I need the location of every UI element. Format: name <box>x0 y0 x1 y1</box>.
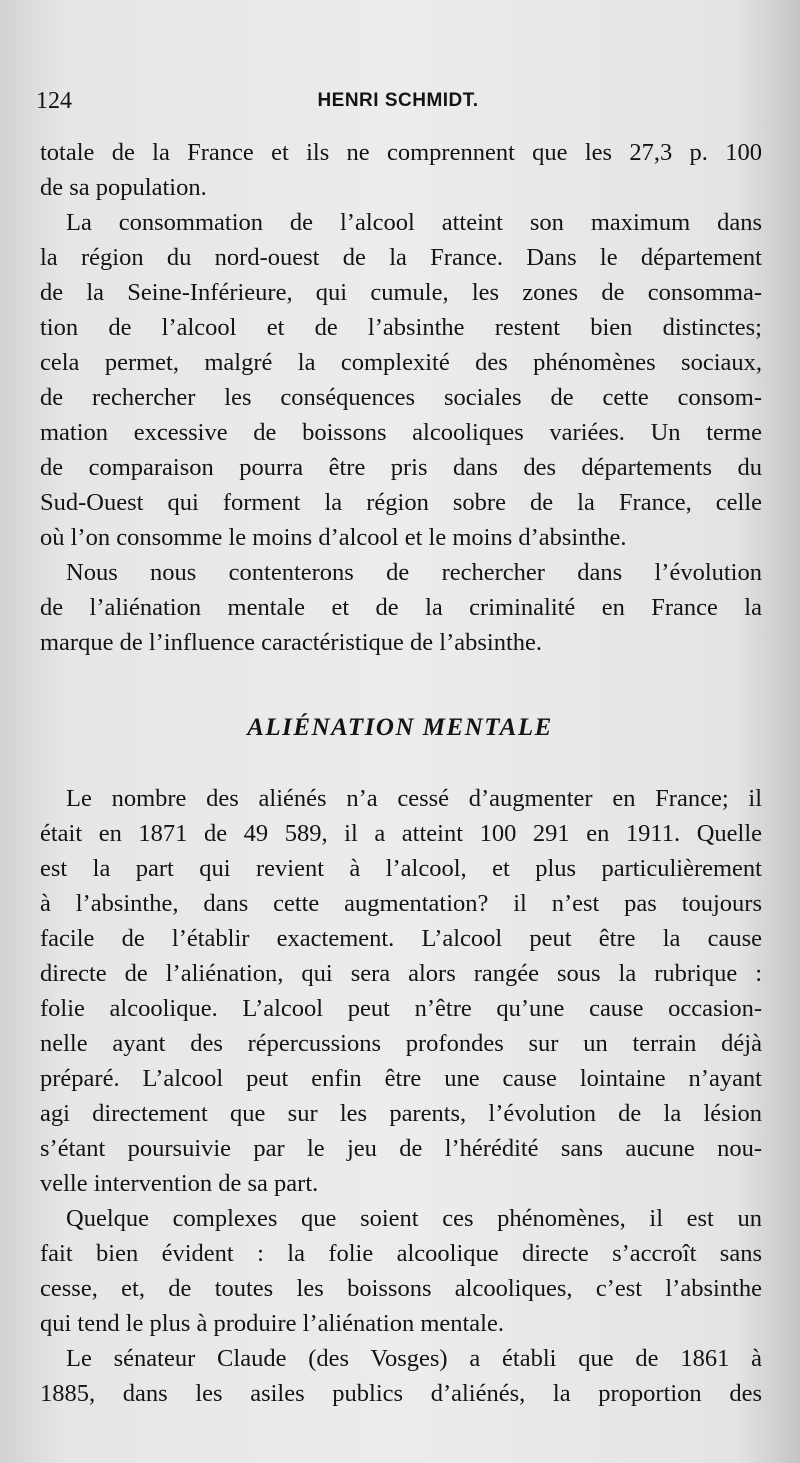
text-line: préparé. L’alcool peut enfin être une cause lointaine n’ayant <box>40 1065 762 1092</box>
text-line: Sud-Ouest qui forment la région sobre de la France, celle <box>40 489 762 516</box>
text-line: Le nombre des aliénés n’a cessé d’augmenter en France; il <box>66 785 762 812</box>
text-line: de rechercher les conséquences sociales de cette consom- <box>40 384 762 411</box>
text-line: était en 1871 de 49 589, il a atteint 100 291 en 1911. Quelle <box>40 820 762 847</box>
section-heading: ALIÉNATION MENTALE <box>247 714 553 741</box>
text-line: de sa population. <box>40 174 207 201</box>
text-line: totale de la France et ils ne comprennent que les 27,3 p. 100 <box>40 139 762 166</box>
page-number: 124 <box>36 88 72 114</box>
text-line: cesse, et, de toutes les boissons alcooliques, c’est l’absinthe <box>40 1275 762 1302</box>
text-line: Nous nous contenterons de rechercher dans l’évolution <box>66 559 762 586</box>
text-line: fait bien évident : la folie alcoolique directe s’accroît sans <box>40 1240 762 1267</box>
text-line: mation excessive de boissons alcooliques variées. Un terme <box>40 419 762 446</box>
text-line: 1885, dans les asiles publics d’aliénés, la proportion des <box>40 1380 762 1407</box>
running-header <box>36 88 760 122</box>
text-line: cela permet, malgré la complexité des phénomènes sociaux, <box>40 349 762 376</box>
text-line: s’étant poursuivie par le jeu de l’hérédité sans aucune nou- <box>40 1135 762 1162</box>
text-line: velle intervention de sa part. <box>40 1170 319 1197</box>
text-line: de l’aliénation mentale et de la criminalité en France la <box>40 594 762 621</box>
text-line: de la Seine-Inférieure, qui cumule, les zones de consomma- <box>40 279 762 306</box>
text-line: est la part qui revient à l’alcool, et plus particulièrement <box>40 855 762 882</box>
running-title: HENRI SCHMIDT. <box>317 90 479 111</box>
text-line: Quelque complexes que soient ces phénomènes, il est un <box>66 1205 762 1232</box>
text-line: où l’on consomme le moins d’alcool et le moins d’absinthe. <box>40 524 627 551</box>
text-line: nelle ayant des répercussions profondes sur un terrain déjà <box>40 1030 762 1057</box>
text-line: agi directement que sur les parents, l’évolution de la lésion <box>40 1100 762 1127</box>
text-line: tion de l’alcool et de l’absinthe restent bien distinctes; <box>40 314 762 341</box>
text-line: facile de l’établir exactement. L’alcool peut être la cause <box>40 925 762 952</box>
text-line: directe de l’aliénation, qui sera alors rangée sous la rubrique : <box>40 960 762 987</box>
text-line: qui tend le plus à produire l’aliénation mentale. <box>40 1310 504 1337</box>
text-line: la région du nord-ouest de la France. Dans le département <box>40 244 762 271</box>
text-line: de comparaison pourra être pris dans des départements du <box>40 454 762 481</box>
text-line: folie alcoolique. L’alcool peut n’être qu’une cause occasion- <box>40 995 762 1022</box>
text-line: Le sénateur Claude (des Vosges) a établi que de 1861 à <box>66 1345 762 1372</box>
text-line: La consommation de l’alcool atteint son maximum dans <box>66 209 762 236</box>
text-line: à l’absinthe, dans cette augmentation? il n’est pas toujours <box>40 890 762 917</box>
text-line: marque de l’influence caractéristique de l’absinthe. <box>40 629 543 656</box>
